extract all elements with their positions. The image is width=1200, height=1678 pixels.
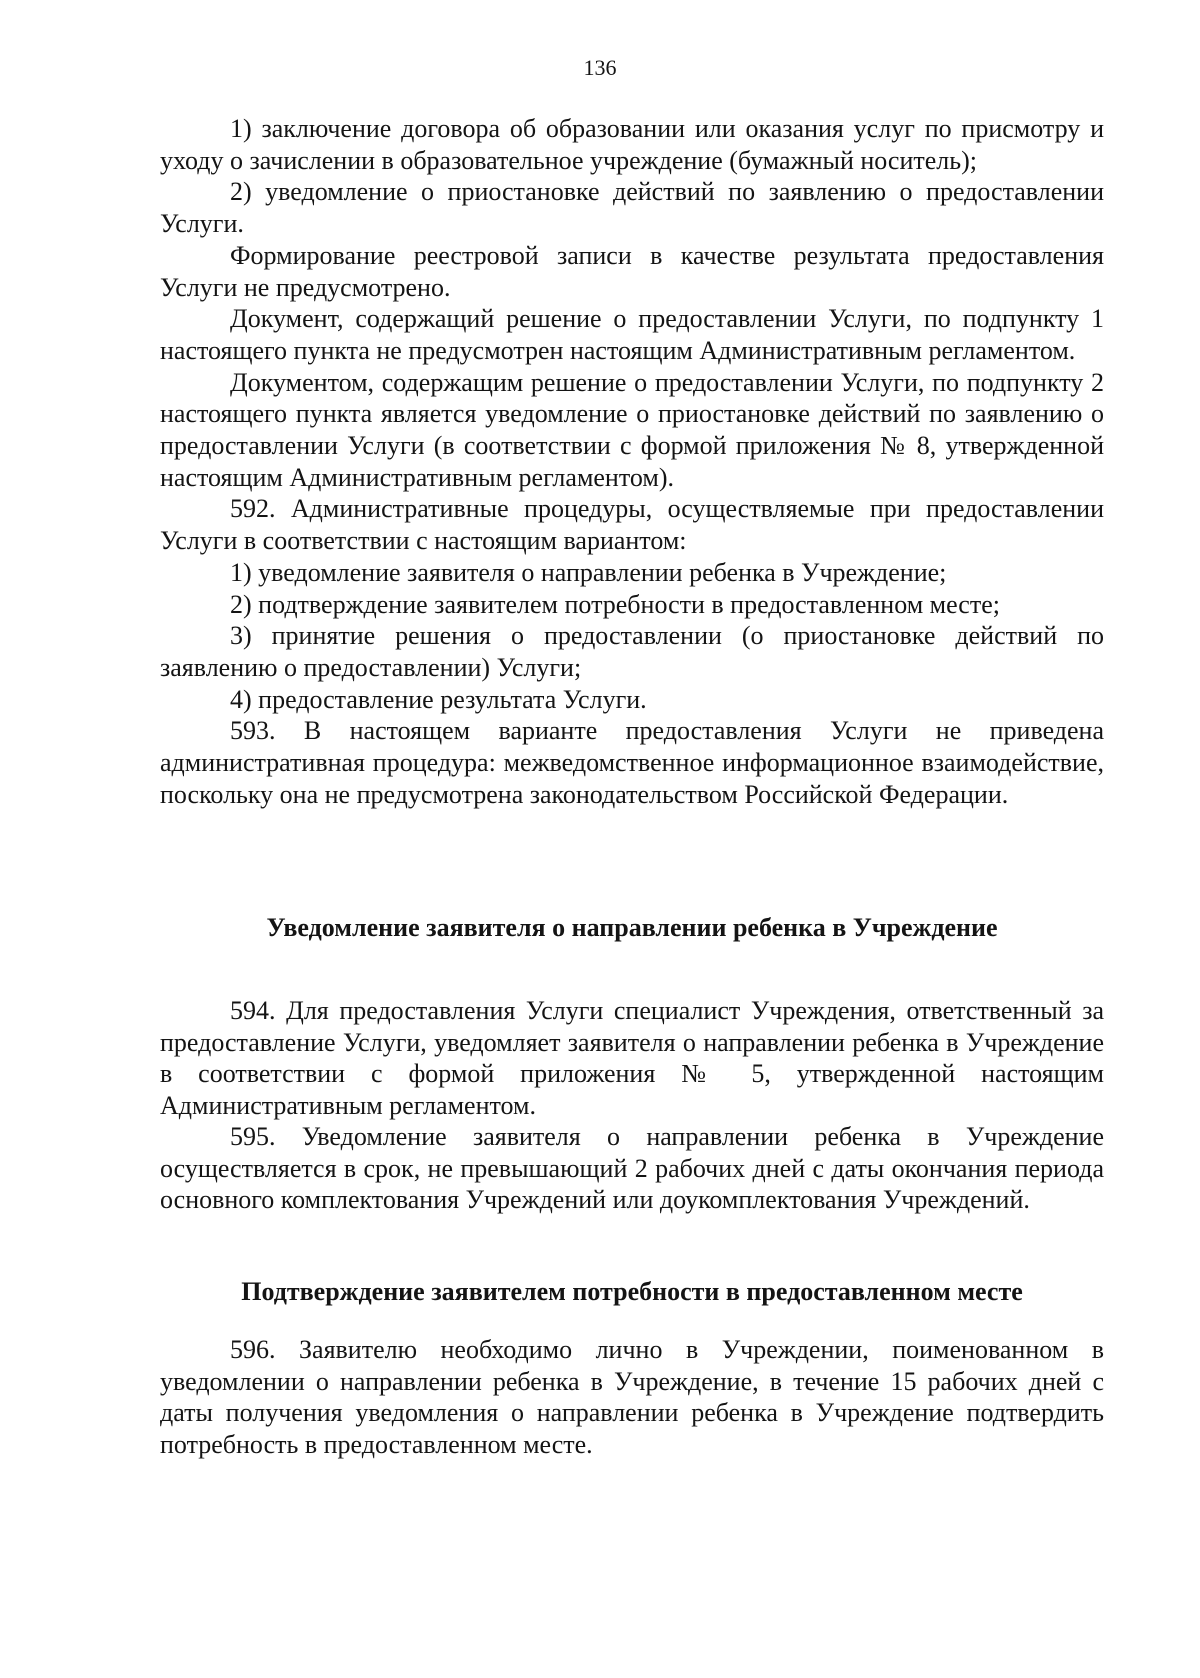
- paragraph: Документ, содержащий решение о предоставлении Услуги, по подпункту 1 настоящего пункта не предусмотрен настоящим Административным регламентом.: [160, 304, 1104, 365]
- list-item: 2) подтверждение заявителем потребности в предоставленном месте;: [230, 589, 1000, 619]
- paragraph: Документом, содержащим решение о предоставлении Услуги, по подпункту 2 настоящего пункта является уведомление о приостановке действий по заявлению о предоставлении Услуги (в соответствии с формой приложения № 8, утвержденной настоящим Административным регламентом).: [160, 367, 1104, 492]
- paragraph-592: 592. Административные процедуры, осуществляемые при предоставлении Услуги в соответствии с настоящим вариантом:: [160, 494, 1104, 556]
- paragraph: 2) уведомление о приостановке действий по заявлению о предоставлении Услуги.: [160, 177, 1104, 239]
- text-block-notification: [160, 995, 1104, 1216]
- page-number: 136: [583, 55, 617, 80]
- section-heading-confirmation: Подтверждение заявителем потребности в предоставленном месте: [241, 1277, 1023, 1306]
- paragraph-596: 596. Заявителю необходимо лично в Учреждении, поименованном в уведомлении о направлении ребенка в Учреждение, в течение 15 рабочих дней с даты получения уведомления о направлении ребенка в Учреждение подтвердить потребность в предоставленном месте.: [160, 1335, 1104, 1459]
- list-item: 4) предоставление результата Услуги.: [230, 684, 647, 714]
- paragraph: 1) заключение договора об образовании или оказания услуг по присмотру и уходу о зачислении в образовательное учреждение (бумажный носитель);: [160, 114, 1104, 175]
- list-item: 3) принятие решения о предоставлении (о приостановке действий по заявлению о предоставлении) Услуги;: [160, 621, 1104, 682]
- paragraph: Формирование реестровой записи в качестве результата предоставления Услуги не предусмотрено.: [160, 240, 1104, 302]
- text-block-results-and-procedures: [160, 113, 1104, 810]
- paragraph-593: 593. В настоящем варианте предоставления Услуги не приведена административная процедура: межведомственное информационное взаимодействие, поскольку она не предусмотрена законодательством Российской Федерации.: [160, 716, 1104, 809]
- paragraph-594: 594. Для предоставления Услуги специалист Учреждения, ответственный за предоставление Услуги, уведомляет заявителя о направлении ребенка в Учреждение в соответствии с формой приложения № 5, утвержденной настоящим Административным регламентом.: [160, 996, 1104, 1120]
- section-heading-notification: Уведомление заявителя о направлении ребенка в Учреждение: [266, 913, 998, 942]
- list-item: 1) уведомление заявителя о направлении ребенка в Учреждение;: [230, 557, 947, 587]
- text-block-confirmation: [160, 1334, 1104, 1460]
- paragraph-595: 595. Уведомление заявителя о направлении ребенка в Учреждение осуществляется в срок, не превышающий 2 рабочих дней с даты окончания периода основного комплектования Учреждений или доукомплектования Учреждений.: [160, 1122, 1104, 1214]
